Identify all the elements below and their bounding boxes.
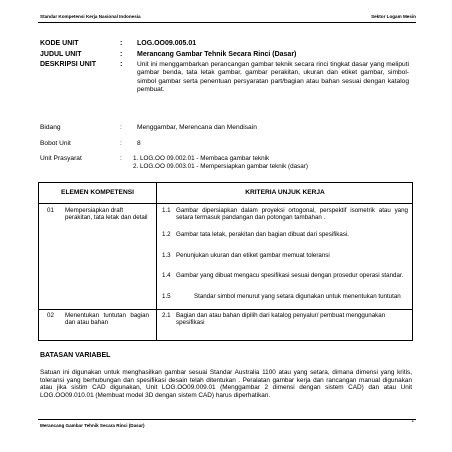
criteria-1-5-text: Standar simbol menurut yang setara digunakan untuk menentukan tuntutan bbox=[194, 293, 401, 300]
prasyarat-label: Unit Prasyarat bbox=[40, 155, 82, 162]
criteria-1-5-number: 1.5 bbox=[162, 293, 171, 300]
header-right-text: Sektor Logam Mesin bbox=[371, 14, 416, 19]
table-column-divider bbox=[156, 183, 157, 340]
deskripsi-unit-value: Unit ini menggambarkan perancangan gambar teknik secara rinci tingkat dasar yang meliputi gambar benda, tata letak gambar, gambar perakitan, ukuran dan etiket gambar, simbol-simbol gambar serta penentuan persyaratan part/bagian atau bahan sesuai dengan katalog pembuat. bbox=[137, 61, 409, 94]
criteria-1-1-number: 1.1 bbox=[162, 207, 171, 214]
kode-unit-label: KODE UNIT bbox=[40, 40, 79, 47]
batasan-variabel-title: BATASAN VARIABEL bbox=[40, 352, 111, 359]
criteria-1-1-text: Gambar dipersiapkan dalam proyeksi ortogonal, perspektif isometrik atau yang setara termasuk pandangan dan potongan tambahan . bbox=[176, 207, 408, 222]
table-header-elemen: ELEMEN KOMPETENSI bbox=[61, 189, 134, 196]
criteria-1-2-number: 1.2 bbox=[162, 231, 171, 238]
judul-unit-value: Merancang Gambar Tehnik Secara Rinci (Dasar) bbox=[137, 51, 297, 58]
criteria-2-1-number: 2.1 bbox=[162, 312, 171, 319]
criteria-1-2-text: Gambar tata letak, perakitan dan bagian dibuat dari spesifikasi. bbox=[176, 231, 350, 238]
bidang-label: Bidang bbox=[40, 124, 61, 131]
batasan-variabel-paragraph: Satuan ini digunakan untuk menghasilkan gambar sesuai Standar Australia 1100 atau yang setara, dimana dimensi yang kritis, toleransi yang berhubungan dan spesifikasi desain telah ditentukan . Peralatan gambar kerja dan rancangan manual digunakan atau jika sistim CAD digunakan, Unit LOG.OO09.009.01 (Menggambar 2 dimensi dengan sistem CAD) dan atau Unit LOG.OO09.010.01 (Membuat model 3D dengan sistem CAD) harus diperhatikan. bbox=[40, 369, 412, 399]
footer-left-text: Merancang Gambar Tehnik Secara Rinci (Dasar) bbox=[40, 423, 145, 428]
kode-unit-colon: : bbox=[120, 40, 123, 47]
bobot-label: Bobot Unit bbox=[40, 140, 71, 147]
prasyarat-item-2: 2. LOG.OO 09.003.01 - Mempersiapkan gambar teknik (dasar) bbox=[133, 163, 308, 170]
table-row-2-element: Menentukan tuntutan bagian dan atau bahan bbox=[65, 312, 149, 327]
bidang-value: Menggambar, Merencana dan Mendisain bbox=[137, 124, 257, 131]
table-row-1-number: 01 bbox=[47, 207, 54, 214]
bidang-colon: : bbox=[120, 124, 122, 131]
prasyarat-item-1: 1. LOG.OO 09.002.01 - Membaca gambar teknik bbox=[133, 155, 270, 162]
header-rule bbox=[38, 22, 416, 23]
footer-rule bbox=[38, 419, 416, 420]
deskripsi-unit-colon: : bbox=[120, 61, 123, 68]
judul-unit-colon: : bbox=[120, 51, 123, 58]
judul-unit-label: JUDUL UNIT bbox=[40, 51, 82, 58]
criteria-1-3-number: 1.3 bbox=[162, 252, 171, 259]
table-row-rule bbox=[39, 309, 412, 310]
deskripsi-unit-label: DESKRIPSI UNIT bbox=[40, 61, 97, 68]
kode-unit-value: LOG.OO09.005.01 bbox=[137, 40, 197, 47]
criteria-1-4-number: 1.4 bbox=[162, 272, 171, 279]
header-left-text: Standar Kompetensi Kerja Nasional Indonesia bbox=[40, 14, 141, 19]
competency-table bbox=[38, 182, 413, 341]
table-row-1-element: Mempersiapkan draft perakitan, tata letak dan detail bbox=[65, 207, 148, 222]
criteria-1-4-text: Gambar yang dibuat mengacu spesifikasi sesuai dengan prosedur operasi standar. bbox=[176, 272, 404, 279]
bobot-value: 8 bbox=[137, 140, 141, 147]
page-number: 1 bbox=[411, 418, 414, 423]
table-header-kriteria: KRITERIA UNJUK KERJA bbox=[245, 189, 325, 196]
prasyarat-colon: : bbox=[120, 155, 122, 162]
criteria-1-3-text: Penunjukan ukuran dan etiket gambar memuat toleransi bbox=[176, 252, 330, 259]
bobot-colon: : bbox=[120, 140, 122, 147]
table-row-2-number: 02 bbox=[47, 312, 54, 319]
table-header-rule bbox=[39, 203, 412, 204]
criteria-2-1-text: Bagian dan atau bahan dipilih dari katalog penyalur/ pembuat menggunakan spesifikasi bbox=[176, 312, 386, 327]
